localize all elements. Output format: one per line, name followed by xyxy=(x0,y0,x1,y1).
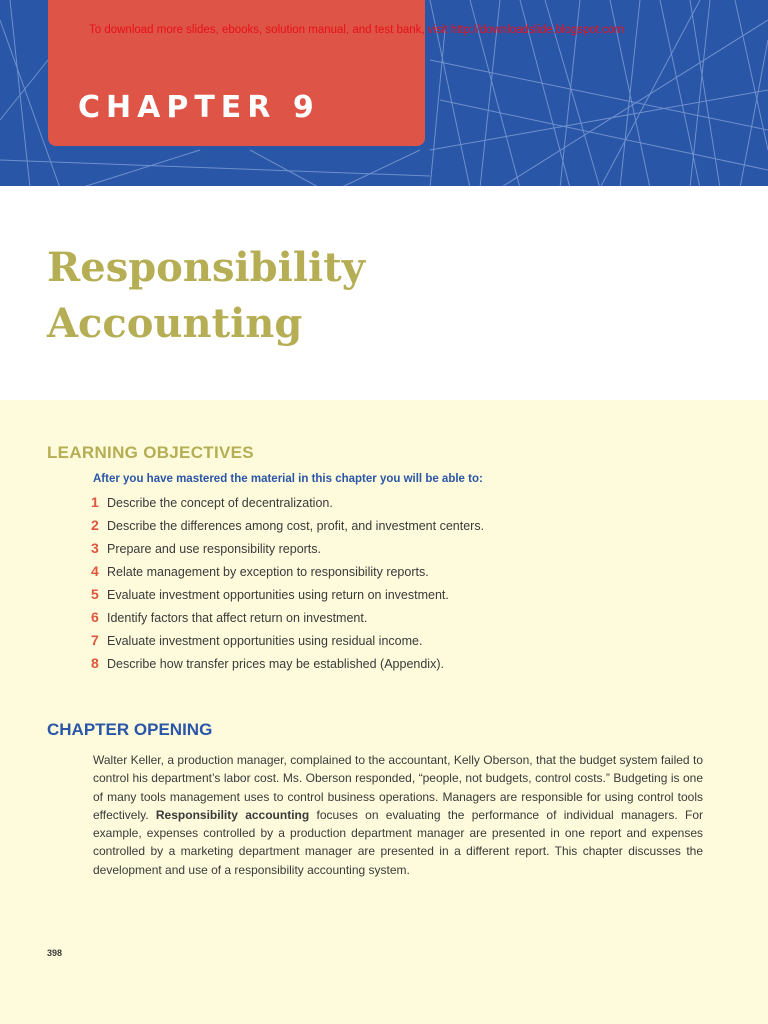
page-number: 398 xyxy=(47,948,63,958)
objective-number: 3 xyxy=(91,540,99,556)
objective-item xyxy=(91,586,484,609)
download-note: To download more slides, ebooks, solution manual, and test bank, visit http://downloadslide.blogspot.com xyxy=(89,24,625,36)
learning-objectives-heading: LEARNING OBJECTIVES xyxy=(47,443,254,462)
objective-item xyxy=(91,517,484,540)
chapter-opening-heading: CHAPTER OPENING xyxy=(47,720,213,739)
objective-number: 6 xyxy=(91,609,99,625)
objective-number: 7 xyxy=(91,632,99,648)
chapter-opening-paragraph xyxy=(93,751,703,879)
chapter-label: CHAPTER 9 xyxy=(78,90,320,125)
learning-objectives-intro: After you have mastered the material in this chapter you will be able to: xyxy=(93,473,483,485)
objective-item xyxy=(91,494,484,517)
objective-item xyxy=(91,540,484,563)
opening-text-end: focuses on evaluating the performance of individual managers. For example, expenses controlled by a production department manager are presented in one report and expenses controlled by a marketing department manager are presented in a different report. This chapter discusses the development and use of a responsibility accounting system. xyxy=(93,807,703,877)
objective-number: 2 xyxy=(91,517,99,533)
objective-text: Evaluate investment opportunities using residual income. xyxy=(107,634,423,648)
key-term: Responsibility accounting xyxy=(155,807,310,822)
learning-objectives-list xyxy=(91,494,484,678)
objective-item xyxy=(91,563,484,586)
objective-item xyxy=(91,632,484,655)
objective-text: Evaluate investment opportunities using return on investment. xyxy=(107,588,449,602)
chapter-title-line-1: Responsibility xyxy=(47,244,365,291)
objective-item xyxy=(91,655,484,678)
banner-divider xyxy=(0,186,768,188)
chapter-title-line-2: Accounting xyxy=(47,300,303,347)
objective-number: 5 xyxy=(91,586,99,602)
objective-number: 8 xyxy=(91,655,99,671)
opening-text-start: Walter Keller, a production manager, complained to the accountant, Kelly Oberson, that the budget system failed to control his department’s labor cost. Ms. Oberson responded, “people, not budgets, control costs.” Budgeting is one of many tools management uses to control business operations. Managers are responsible for using control tools effectively. xyxy=(93,753,703,822)
objective-text: Relate management by exception to responsibility reports. xyxy=(107,565,429,579)
objective-text: Describe the concept of decentralization. xyxy=(107,496,333,510)
objective-text: Describe how transfer prices may be established (Appendix). xyxy=(107,657,444,671)
objective-text: Identify factors that affect return on investment. xyxy=(107,611,368,625)
objective-number: 1 xyxy=(91,494,99,510)
objective-number: 4 xyxy=(91,563,99,579)
chapter-title xyxy=(47,240,365,352)
objective-item xyxy=(91,609,484,632)
objective-text: Prepare and use responsibility reports. xyxy=(107,542,322,556)
objective-text: Describe the differences among cost, profit, and investment centers. xyxy=(107,519,485,533)
chapter-banner xyxy=(0,0,768,188)
